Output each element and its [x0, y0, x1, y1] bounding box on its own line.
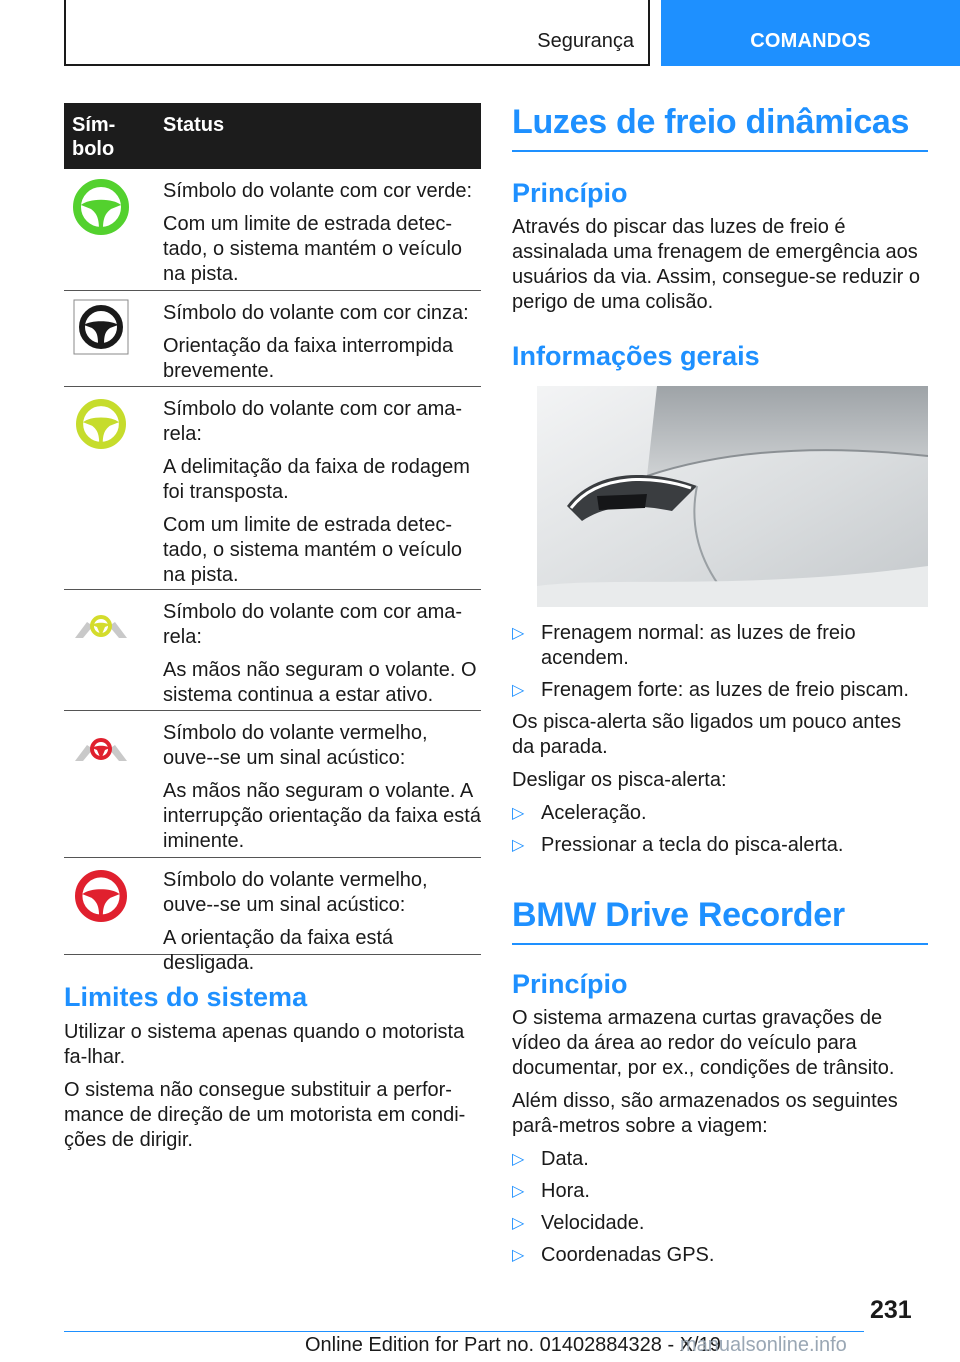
table-row: [64, 291, 481, 387]
list-item: ▷ Frenagem forte: as luzes de freio piscam.: [512, 679, 909, 701]
bullet-triangle-icon: ▷: [512, 837, 525, 854]
table-row: [64, 858, 481, 974]
limits-body: [64, 1020, 474, 1153]
row-status-text: A orientação da faixa está desligada.: [163, 927, 394, 974]
hands-steering-wheel-red-icon: [64, 735, 138, 765]
list-item: ▷ Frenagem normal: as luzes de freio acendem.: [512, 622, 856, 669]
switch-off-text: Desligar os pisca-alerta:: [512, 769, 727, 791]
bullet-triangle-icon: ▷: [512, 1183, 525, 1200]
bullet-triangle-icon: ▷: [512, 1151, 525, 1168]
footer-divider: [64, 1331, 864, 1332]
bullet-triangle-icon: ▷: [512, 1215, 525, 1232]
steering-wheel-yellow-icon: [64, 399, 138, 449]
limits-paragraph: Utilizar o sistema apenas quando o motorista fa-lhar.: [64, 1021, 465, 1068]
row-status-text: As mãos não seguram o volante. O sistema continua a estar ativo.: [163, 659, 477, 706]
list-item: ▷ Pressionar a tecla do pisca-alerta.: [512, 834, 844, 856]
row-status-text: Com um limite de estrada detec-tado, o sistema mantém o veículo na pista.: [163, 213, 463, 285]
hands-steering-wheel-yellow-icon: [64, 612, 138, 642]
limits-heading: Limites do sistema: [64, 982, 308, 1012]
limits-paragraph: O sistema não consegue substituir a perfor-mance de direção de um motorista em condi-ções de dirigir.: [64, 1079, 466, 1151]
table-header-status: Status: [163, 114, 225, 136]
row-status-text: A delimitação da faixa de rodagem foi transposta.: [163, 456, 470, 503]
row-symbol-label: Símbolo do volante com cor verde:: [163, 180, 473, 202]
switch-off-list: [512, 801, 928, 858]
list-item: ▷ Data.: [512, 1148, 589, 1170]
row-status-text: As mãos não seguram o volante. A interrupção orientação da faixa está iminente.: [163, 780, 481, 852]
brake-principle-text: Através do piscar das luzes de freio é assinalada uma frenagem de emergência aos usuários da via. Assim, consegue-se reduzir o perigo de uma colisão.: [512, 216, 920, 313]
list-item: ▷ Aceleração.: [512, 802, 647, 824]
row-symbol-label: Símbolo do volante com cor ama-rela:: [163, 601, 463, 648]
bullet-triangle-icon: ▷: [512, 805, 525, 822]
header-chapter-box: [661, 0, 960, 66]
recorder-principle-heading: Princípio: [512, 969, 628, 999]
recorder-text: Além disso, são armazenados os seguintes parâ-metros sobre a viagem:: [512, 1090, 898, 1137]
row-symbol-label: Símbolo do volante vermelho, ouve--se um sinal acústico:: [163, 869, 428, 916]
bullet-triangle-icon: ▷: [512, 1247, 525, 1264]
table-row: [64, 387, 481, 590]
steering-wheel-gray-icon: [64, 299, 138, 355]
table-row: [64, 711, 481, 858]
row-status-text: Com um limite de estrada detec-tado, o sistema mantém o veículo na pista.: [163, 514, 463, 586]
brake-list: [512, 621, 928, 703]
page-number: 231: [870, 1296, 912, 1324]
recorder-text: O sistema armazena curtas gravações de vídeo da área ao redor do veículo para documentar, por ex., condições de trânsito.: [512, 1007, 895, 1079]
brake-principle-heading: Princípio: [512, 178, 628, 208]
header-chapter-title: COMANDOS: [750, 30, 871, 52]
list-item: ▷ Velocidade.: [512, 1212, 645, 1234]
tail-light-illustration: [537, 386, 928, 607]
recorder-list: [512, 1147, 928, 1268]
recorder-heading: BMW Drive Recorder: [512, 896, 928, 945]
list-item: ▷ Hora.: [512, 1180, 590, 1202]
general-info-heading: Informações gerais: [512, 341, 760, 371]
table-row: [64, 590, 481, 711]
steering-wheel-red-icon: [64, 870, 138, 922]
right-column: [512, 103, 928, 1275]
table-row: [64, 169, 481, 291]
symbol-status-table: [64, 103, 481, 974]
brake-lights-heading: Luzes de freio dinâmicas: [512, 103, 928, 152]
row-status-text: Orientação da faixa interrompida brevemente.: [163, 335, 454, 382]
bullet-triangle-icon: ▷: [512, 682, 525, 699]
list-item: ▷ Coordenadas GPS.: [512, 1244, 715, 1266]
table-header: [64, 103, 481, 169]
table-header-symbol: Sím- bolo: [72, 114, 116, 160]
bullet-triangle-icon: ▷: [512, 625, 525, 642]
hazard-text: Os pisca-alerta são ligados um pouco antes da parada.: [512, 711, 902, 758]
header-section-title: Segurança: [537, 30, 634, 52]
footer-edition: Online Edition for Part no. 01402884328 - X/19: [305, 1334, 721, 1356]
steering-wheel-green-icon: [64, 179, 138, 235]
row-symbol-label: Símbolo do volante com cor ama-rela:: [163, 398, 463, 445]
header-section-box: [64, 0, 650, 66]
watermark: manualsonline.info: [680, 1334, 847, 1356]
row-symbol-label: Símbolo do volante vermelho, ouve--se um sinal acústico:: [163, 722, 428, 769]
row-symbol-label: Símbolo do volante com cor cinza:: [163, 302, 469, 324]
